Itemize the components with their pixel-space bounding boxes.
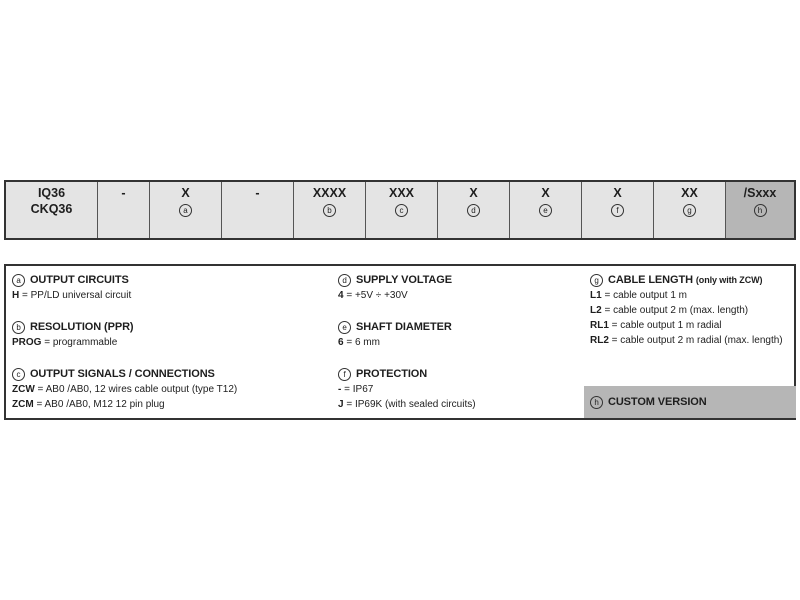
code-cell-output-signals	[366, 182, 438, 238]
code-value: XXX	[388, 186, 414, 200]
section-title: SHAFT DIAMETER	[355, 321, 452, 333]
code-cell-model	[6, 182, 98, 238]
code-cell-output-circuits	[150, 182, 222, 238]
code-cell-protection	[582, 182, 654, 238]
legend-row: ZCW = AB0 /AB0, 12 wires cable output (type T12)	[12, 384, 238, 395]
code-cell-custom-version	[726, 182, 794, 238]
badge-h-icon: h	[754, 204, 767, 217]
section-title: PROTECTION	[355, 368, 428, 380]
code-value: XX	[681, 186, 698, 200]
badge-f-icon: f	[338, 368, 351, 381]
legend-row: H = PP/LD universal circuit	[12, 290, 132, 301]
legend-output-circuits	[12, 273, 131, 303]
legend-row: L2 = cable output 2 m (max. length)	[590, 305, 749, 316]
badge-h-icon: h	[590, 396, 603, 409]
badge-g-icon: g	[683, 204, 696, 217]
badge-b-icon: b	[323, 204, 336, 217]
badge-d-icon: d	[338, 274, 351, 287]
badge-f-icon: f	[611, 204, 624, 217]
legend-row: L1 = cable output 1 m	[590, 290, 688, 301]
legend-cable-length	[590, 273, 783, 348]
badge-g-icon: g	[590, 274, 603, 287]
badge-c-icon: c	[12, 368, 25, 381]
legend-row: 6 = 6 mm	[338, 337, 380, 348]
code-separator-text: -	[255, 186, 260, 200]
code-value: X	[541, 186, 550, 200]
code-model-line1: IQ36	[37, 186, 66, 200]
code-cell-resolution	[294, 182, 366, 238]
badge-a-icon: a	[179, 204, 192, 217]
badge-d-icon: d	[467, 204, 480, 217]
section-title: OUTPUT SIGNALS / CONNECTIONS	[29, 368, 215, 380]
legend-row: RL2 = cable output 2 m radial (max. length)	[590, 335, 783, 346]
code-cell-separator	[222, 182, 294, 238]
code-cell-supply-voltage	[438, 182, 510, 238]
legend-row: J = IP69K (with sealed circuits)	[338, 399, 476, 410]
legend-row: 4 = +5V ÷ +30V	[338, 290, 408, 301]
section-title: CUSTOM VERSION	[607, 396, 707, 408]
legend-resolution	[12, 320, 133, 350]
code-value: X	[181, 186, 190, 200]
section-title: RESOLUTION (PPR)	[29, 321, 134, 333]
section-note: (only with ZCW)	[695, 275, 763, 285]
order-code-table	[4, 180, 796, 240]
badge-b-icon: b	[12, 321, 25, 334]
code-model-line2: CKQ36	[30, 202, 73, 216]
badge-a-icon: a	[12, 274, 25, 287]
code-separator-text: -	[121, 186, 126, 200]
legend-output-signals	[12, 367, 237, 412]
section-title: SUPPLY VOLTAGE	[355, 274, 452, 286]
code-cell-separator	[98, 182, 150, 238]
code-cell-shaft-diameter	[510, 182, 582, 238]
section-title: OUTPUT CIRCUITS	[29, 274, 129, 286]
section-title: CABLE LENGTH	[607, 274, 693, 286]
badge-e-icon: e	[338, 321, 351, 334]
legend-shaft-diameter	[338, 320, 452, 350]
code-value: X	[613, 186, 622, 200]
badge-c-icon: c	[395, 204, 408, 217]
code-value: /Sxxx	[743, 186, 777, 200]
legend-row: RL1 = cable output 1 m radial	[590, 320, 722, 331]
code-value: XXXX	[312, 186, 347, 200]
code-value: X	[469, 186, 478, 200]
code-cell-cable-length	[654, 182, 726, 238]
legend-row: - = IP67	[338, 384, 374, 395]
legend-supply-voltage	[338, 273, 452, 303]
legend-row: PROG = programmable	[12, 337, 118, 348]
legend-protection	[338, 367, 476, 412]
legend-box	[4, 264, 796, 420]
badge-e-icon: e	[539, 204, 552, 217]
legend-row: ZCM = AB0 /AB0, M12 12 pin plug	[12, 399, 165, 410]
legend-custom-version	[584, 386, 796, 418]
